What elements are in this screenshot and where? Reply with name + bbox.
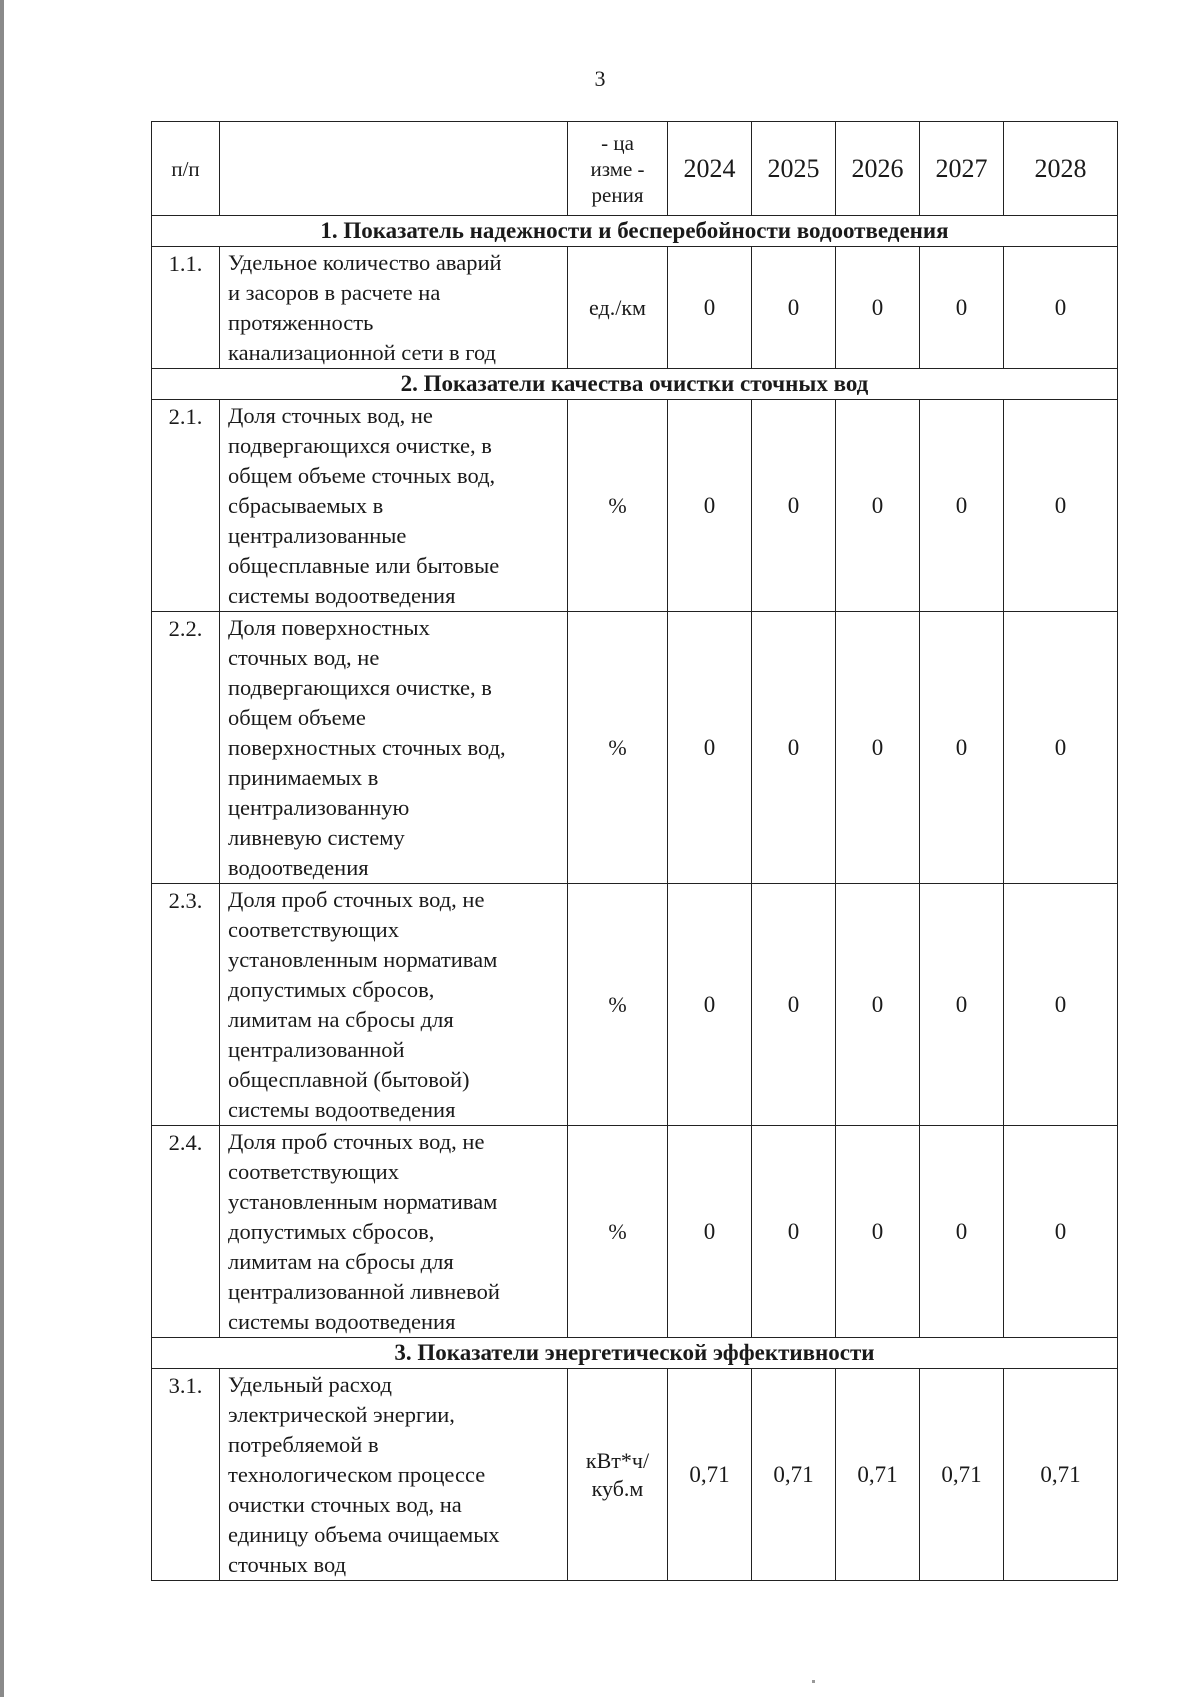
header-unit-line: рения	[591, 182, 644, 207]
description-line: технологическом процессе	[228, 1462, 486, 1487]
indicators-table	[151, 121, 1118, 1581]
header-num: п/п	[152, 122, 220, 216]
header-year: 2026	[836, 122, 920, 216]
header-year: 2027	[920, 122, 1004, 216]
value-cell: 0	[752, 247, 836, 369]
row-number: 2.3.	[152, 884, 220, 1126]
value-cell: 0	[1004, 884, 1118, 1126]
value-cell: 0	[836, 884, 920, 1126]
row-unit: %	[568, 612, 668, 884]
value-cell: 0	[1004, 612, 1118, 884]
description-line: Доля поверхностных	[228, 615, 430, 640]
description-line: лимитам на сбросы для	[228, 1007, 454, 1032]
description-line: допустимых сбросов,	[228, 977, 435, 1002]
unit-line: куб.м	[591, 1475, 644, 1501]
row-description	[220, 247, 568, 369]
value-cell: 0	[920, 247, 1004, 369]
description-line: единицу объема очищаемых	[228, 1522, 500, 1547]
value-cell: 0	[1004, 247, 1118, 369]
table-row	[152, 1126, 1118, 1338]
row-unit	[568, 1369, 668, 1581]
description-line: установленным нормативам	[228, 947, 498, 972]
value-cell: 0	[668, 1126, 752, 1338]
description-line: Удельное количество аварий	[228, 250, 502, 275]
description-line: канализационной сети в год	[228, 340, 496, 365]
row-unit: %	[568, 400, 668, 612]
description-line: подвергающихся очистке, в	[228, 433, 492, 458]
description-line: сточных вод	[228, 1552, 347, 1577]
row-number: 3.1.	[152, 1369, 220, 1581]
value-cell: 0	[836, 1126, 920, 1338]
section-row	[152, 1338, 1118, 1369]
section-title: 1. Показатель надежности и бесперебойности водоотведения	[152, 216, 1118, 247]
value-cell: 0	[752, 1126, 836, 1338]
description-line: электрической энергии,	[228, 1402, 455, 1427]
row-description	[220, 1369, 568, 1581]
section-title: 2. Показатели качества очистки сточных вод	[152, 369, 1118, 400]
description-line: централизованную	[228, 795, 410, 820]
description-line: соответствующих	[228, 1159, 399, 1184]
description-line: Доля проб сточных вод, не	[228, 1129, 485, 1154]
description-line: общем объеме сточных вод,	[228, 463, 496, 488]
row-unit: ед./км	[568, 247, 668, 369]
section-title: 3. Показатели энергетической эффективности	[152, 1338, 1118, 1369]
row-description	[220, 1126, 568, 1338]
description-line: системы водоотведения	[228, 1309, 456, 1334]
unit-line: кВт*ч/	[585, 1447, 650, 1473]
table-row	[152, 247, 1118, 369]
value-cell: 0	[752, 400, 836, 612]
value-cell: 0,71	[752, 1369, 836, 1581]
row-number: 2.1.	[152, 400, 220, 612]
value-cell: 0	[668, 247, 752, 369]
description-line: принимаемых в	[228, 765, 379, 790]
row-unit: %	[568, 884, 668, 1126]
description-line: лимитам на сбросы для	[228, 1249, 454, 1274]
header-unit	[568, 122, 668, 216]
row-description	[220, 612, 568, 884]
description-line: Доля сточных вод, не	[228, 403, 433, 428]
value-cell: 0	[836, 612, 920, 884]
value-cell: 0	[668, 884, 752, 1126]
scan-speck	[812, 1680, 815, 1683]
description-line: системы водоотведения	[228, 1097, 456, 1122]
table-row	[152, 612, 1118, 884]
table-row	[152, 1369, 1118, 1581]
value-cell: 0	[1004, 400, 1118, 612]
section-row	[152, 216, 1118, 247]
table-row	[152, 400, 1118, 612]
description-line: централизованной	[228, 1037, 405, 1062]
description-line: системы водоотведения	[228, 583, 456, 608]
description-line: поверхностных сточных вод,	[228, 735, 506, 760]
description-line: общем объеме	[228, 705, 366, 730]
description-line: и засоров в расчете на	[228, 280, 441, 305]
header-unit-line: - ца	[601, 130, 634, 155]
row-number: 1.1.	[152, 247, 220, 369]
value-cell: 0	[752, 884, 836, 1126]
value-cell: 0	[836, 247, 920, 369]
row-unit: %	[568, 1126, 668, 1338]
header-year: 2028	[1004, 122, 1118, 216]
row-description	[220, 400, 568, 612]
value-cell: 0,71	[920, 1369, 1004, 1581]
header-year: 2024	[668, 122, 752, 216]
description-line: допустимых сбросов,	[228, 1219, 435, 1244]
header-row	[152, 122, 1118, 216]
description-line: очистки сточных вод, на	[228, 1492, 462, 1517]
value-cell: 0	[668, 400, 752, 612]
description-line: подвергающихся очистке, в	[228, 675, 492, 700]
header-year: 2025	[752, 122, 836, 216]
description-line: сбрасываемых в	[228, 493, 384, 518]
value-cell: 0	[920, 1126, 1004, 1338]
description-line: установленным нормативам	[228, 1189, 498, 1214]
description-line: соответствующих	[228, 917, 399, 942]
value-cell: 0	[668, 612, 752, 884]
description-line: общесплавной (бытовой)	[228, 1067, 470, 1092]
value-cell: 0	[920, 612, 1004, 884]
value-cell: 0	[836, 400, 920, 612]
description-line: централизованные	[228, 523, 407, 548]
page-number: 3	[594, 66, 606, 91]
description-line: централизованной ливневой	[228, 1279, 500, 1304]
description-line: ливневую систему	[228, 825, 405, 850]
description-line: сточных вод, не	[228, 645, 380, 670]
row-number: 2.2.	[152, 612, 220, 884]
description-line: потребляемой в	[228, 1432, 379, 1457]
description-line: общесплавные или бытовые	[228, 553, 500, 578]
value-cell: 0	[920, 400, 1004, 612]
value-cell: 0,71	[836, 1369, 920, 1581]
description-line: Удельный расход	[228, 1372, 392, 1397]
description-line: водоотведения	[228, 855, 369, 880]
header-name	[220, 122, 568, 216]
row-number: 2.4.	[152, 1126, 220, 1338]
row-description	[220, 884, 568, 1126]
value-cell: 0	[752, 612, 836, 884]
description-line: Доля проб сточных вод, не	[228, 887, 485, 912]
value-cell: 0,71	[668, 1369, 752, 1581]
section-row	[152, 369, 1118, 400]
table-row	[152, 884, 1118, 1126]
scan-left-edge	[0, 0, 4, 1697]
header-unit-line: изме -	[590, 156, 645, 181]
value-cell: 0,71	[1004, 1369, 1118, 1581]
value-cell: 0	[1004, 1126, 1118, 1338]
description-line: протяженность	[228, 310, 374, 335]
value-cell: 0	[920, 884, 1004, 1126]
